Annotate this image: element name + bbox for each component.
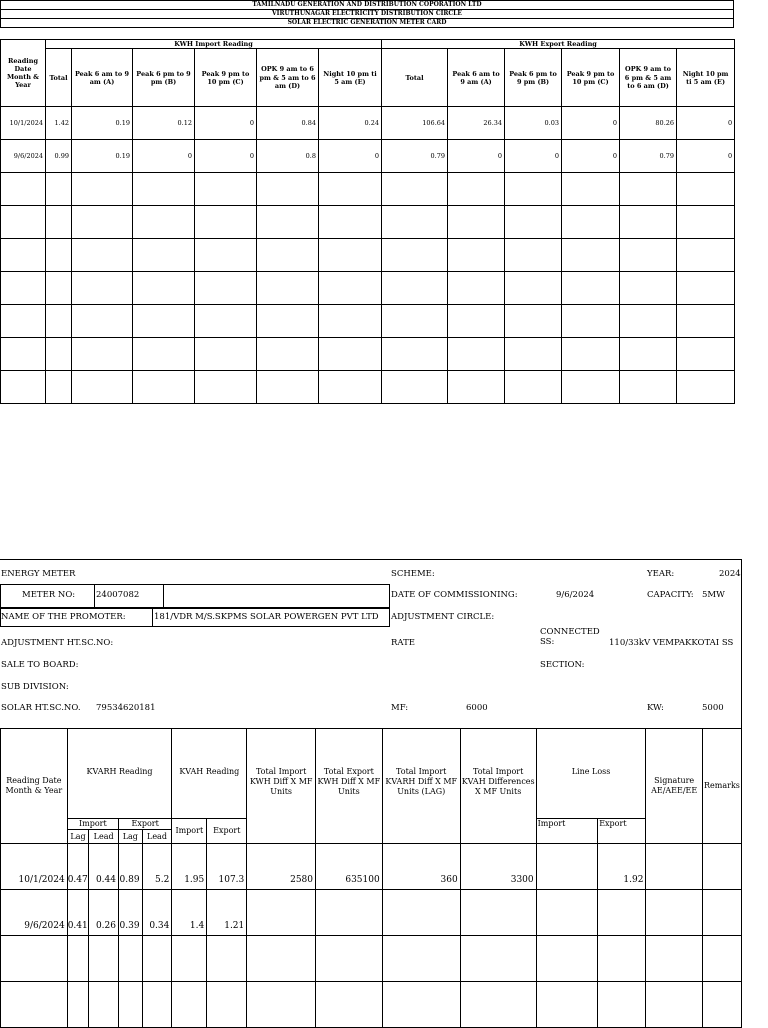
cell (460, 890, 536, 936)
kvarh-export-lead: Lead (142, 830, 172, 844)
cell: 0.79 (620, 140, 677, 173)
empty-row (1, 371, 735, 404)
year-value: 2024 (719, 569, 741, 579)
cell: 80.26 (620, 107, 677, 140)
scheme-label: SCHEME: (391, 569, 435, 579)
cell: 0 (562, 107, 620, 140)
col-signature: Signature AE/AEE/EE (646, 729, 702, 844)
solar-htsc-value: 79534620181 (96, 703, 156, 713)
cell: 0.41 (67, 890, 89, 936)
cell: 0.47 (67, 844, 89, 890)
section-label: SECTION: (540, 660, 585, 670)
cell: 10/1/2024 (1, 107, 46, 140)
col-export-peak-a: Peak 6 am to 9 am (A) (448, 49, 505, 107)
col-remarks: Remarks (702, 729, 741, 844)
cell: 0.34 (142, 890, 172, 936)
cell: 9/6/2024 (1, 140, 46, 173)
cell: 0.03 (505, 107, 562, 140)
cell: 1.95 (172, 844, 207, 890)
cell: 0.26 (89, 890, 119, 936)
empty-row (1, 936, 742, 982)
export-reading-title: KWH Export Reading (382, 40, 735, 49)
col-import-total: Total (46, 49, 72, 107)
cell: 9/6/2024 (1, 890, 68, 936)
cell (536, 844, 598, 890)
cell: 0.19 (72, 107, 133, 140)
mf-label: MF: (391, 703, 409, 713)
table-row (1, 107, 735, 140)
cell (598, 890, 646, 936)
cell: 0.84 (257, 107, 319, 140)
kvarh-reading-table (0, 728, 742, 1028)
cell: 106.64 (382, 107, 448, 140)
energy-meter-label: ENERGY METER (1, 569, 76, 579)
cell: 1.4 (172, 890, 207, 936)
adjustment-circle-label: ADJUSTMENT CIRCLE: (391, 612, 495, 622)
cell (646, 844, 702, 890)
commissioning-label: DATE OF COMMISSIONING: (391, 590, 518, 600)
col-import-peak-a: Peak 6 am to 9 am (A) (72, 49, 133, 107)
meter-no-label: METER NO: (22, 590, 76, 600)
line-loss-title: Line Loss (536, 729, 646, 819)
cell: 0.19 (72, 140, 133, 173)
kvah-export: Export (207, 819, 247, 844)
cell (247, 890, 316, 936)
kw-label: KW: (647, 703, 664, 713)
col-import-night-e: Night 10 pm ti 5 am (E) (319, 49, 382, 107)
meter-no-value: 24007082 (96, 590, 140, 600)
card-title: SOLAR ELECTRIC GENERATION METER CARD (1, 19, 734, 28)
cell: 0.12 (133, 107, 195, 140)
empty-row (1, 338, 735, 371)
kvah-reading-title: KVAH Reading (172, 729, 247, 819)
empty-row (1, 272, 735, 305)
col-total-export-kwh: Total Export KWH Diff X MF Units (316, 729, 383, 844)
empty-row (1, 982, 742, 1028)
col-import-opk-d: OPK 9 am to 6 pm & 5 am to 6 am (D) (257, 49, 319, 107)
col-export-night-e: Night 10 pm ti 5 am (E) (677, 49, 735, 107)
cell (316, 890, 383, 936)
promoter-value: 181/VDR M/S.SKPMS SOLAR POWERGEN PVT LTD (154, 612, 379, 622)
cell: 635100 (316, 844, 383, 890)
empty-row (1, 206, 735, 239)
year-label: YEAR: (647, 569, 675, 579)
cell: 1.92 (598, 844, 646, 890)
cell: 0 (195, 140, 257, 173)
col-reading-date: Reading Date Month & Year (1, 729, 68, 844)
solar-htsc-label: SOLAR HT.SC.NO. (1, 703, 81, 713)
connected-ss-label-2: SS: (540, 637, 555, 647)
cell: 0 (133, 140, 195, 173)
cell: 0.44 (89, 844, 119, 890)
table-row (1, 844, 742, 890)
cell: 0.8 (257, 140, 319, 173)
org-title: TAMILNADU GENERATION AND DISTRIBUTION COPORATION LTD (1, 1, 734, 10)
line-loss-export: Export (598, 819, 646, 844)
cell: 0 (562, 140, 620, 173)
connected-ss-label-1: CONNECTED (540, 627, 600, 637)
cell: 360 (382, 844, 460, 890)
cell: 0 (319, 140, 382, 173)
col-import-peak-c: Peak 9 pm to 10 pm (C) (195, 49, 257, 107)
kvarh-import-lag: Lag (67, 830, 89, 844)
promoter-label: NAME OF THE PROMOTER: (1, 612, 126, 622)
col-export-peak-b: Peak 6 pm to 9 pm (B) (505, 49, 562, 107)
cell: 0.89 (119, 844, 143, 890)
cell (702, 844, 741, 890)
cell: 0.39 (119, 890, 143, 936)
table-row (1, 140, 735, 173)
kvarh-export-lag: Lag (119, 830, 143, 844)
kvarh-import: Import (67, 819, 118, 830)
cell: 0 (677, 107, 735, 140)
connected-ss-value: 110/33kV VEMPAKKOTAI SS (609, 638, 734, 648)
adjustment-htsc-label: ADJUSTMENT HT.SC.NO: (1, 638, 114, 648)
capacity-label: CAPACITY: (647, 590, 694, 600)
sale-to-board-label: SALE TO BOARD: (1, 660, 79, 670)
kvarh-export: Export (119, 819, 172, 830)
cell: 10/1/2024 (1, 844, 68, 890)
cell: 1.42 (46, 107, 72, 140)
kw-value: 5000 (702, 703, 724, 713)
cell (382, 890, 460, 936)
cell: 0 (448, 140, 505, 173)
commissioning-value: 9/6/2024 (556, 590, 595, 600)
cell: 3300 (460, 844, 536, 890)
cell: 1.21 (207, 890, 247, 936)
cell: 0 (505, 140, 562, 173)
col-export-peak-c: Peak 9 pm to 10 pm (C) (562, 49, 620, 107)
cell: 0.99 (46, 140, 72, 173)
cell: 26.34 (448, 107, 505, 140)
col-import-peak-b: Peak 6 pm to 9 pm (B) (133, 49, 195, 107)
cell: 0 (195, 107, 257, 140)
cell: 107.3 (207, 844, 247, 890)
col-total-import-kvah: Total Import KVAH Differences X MF Units (460, 729, 536, 844)
empty-row (1, 305, 735, 338)
cell: 2580 (247, 844, 316, 890)
kvarh-import-lead: Lead (89, 830, 119, 844)
promoter-divider (152, 608, 153, 627)
line-loss-import: Import (536, 819, 598, 844)
cell: 5.2 (142, 844, 172, 890)
cell: 0.24 (319, 107, 382, 140)
mf-value: 6000 (466, 703, 488, 713)
capacity-value: 5MW (702, 590, 725, 600)
header-block (0, 0, 734, 28)
kvah-import: Import (172, 819, 207, 844)
cell (646, 890, 702, 936)
cell: 0.79 (382, 140, 448, 173)
cell (702, 890, 741, 936)
import-reading-title: KWH Import Reading (46, 40, 382, 49)
col-export-total: Total (382, 49, 448, 107)
table-row (1, 890, 742, 936)
col-reading-date: Reading Date Month & Year (1, 40, 46, 107)
empty-row (1, 239, 735, 272)
empty-row (1, 173, 735, 206)
col-total-import-kwh: Total Import KWH Diff X MF Units (247, 729, 316, 844)
sub-division-label: SUB DIVISION: (1, 682, 69, 692)
rate-label: RATE (391, 638, 415, 648)
kwh-reading-table (0, 39, 735, 404)
col-total-import-kvarh: Total Import KVARH Diff X MF Units (LAG) (382, 729, 460, 844)
kvarh-reading-title: KVARH Reading (67, 729, 172, 819)
cell (536, 890, 598, 936)
circle-title: VIRUTHUNAGAR ELECTRICITY DISTRIBUTION CIRCLE (1, 10, 734, 19)
col-export-opk-d: OPK 9 am to 6 pm & 5 am to 6 am (D) (620, 49, 677, 107)
cell: 0 (677, 140, 735, 173)
